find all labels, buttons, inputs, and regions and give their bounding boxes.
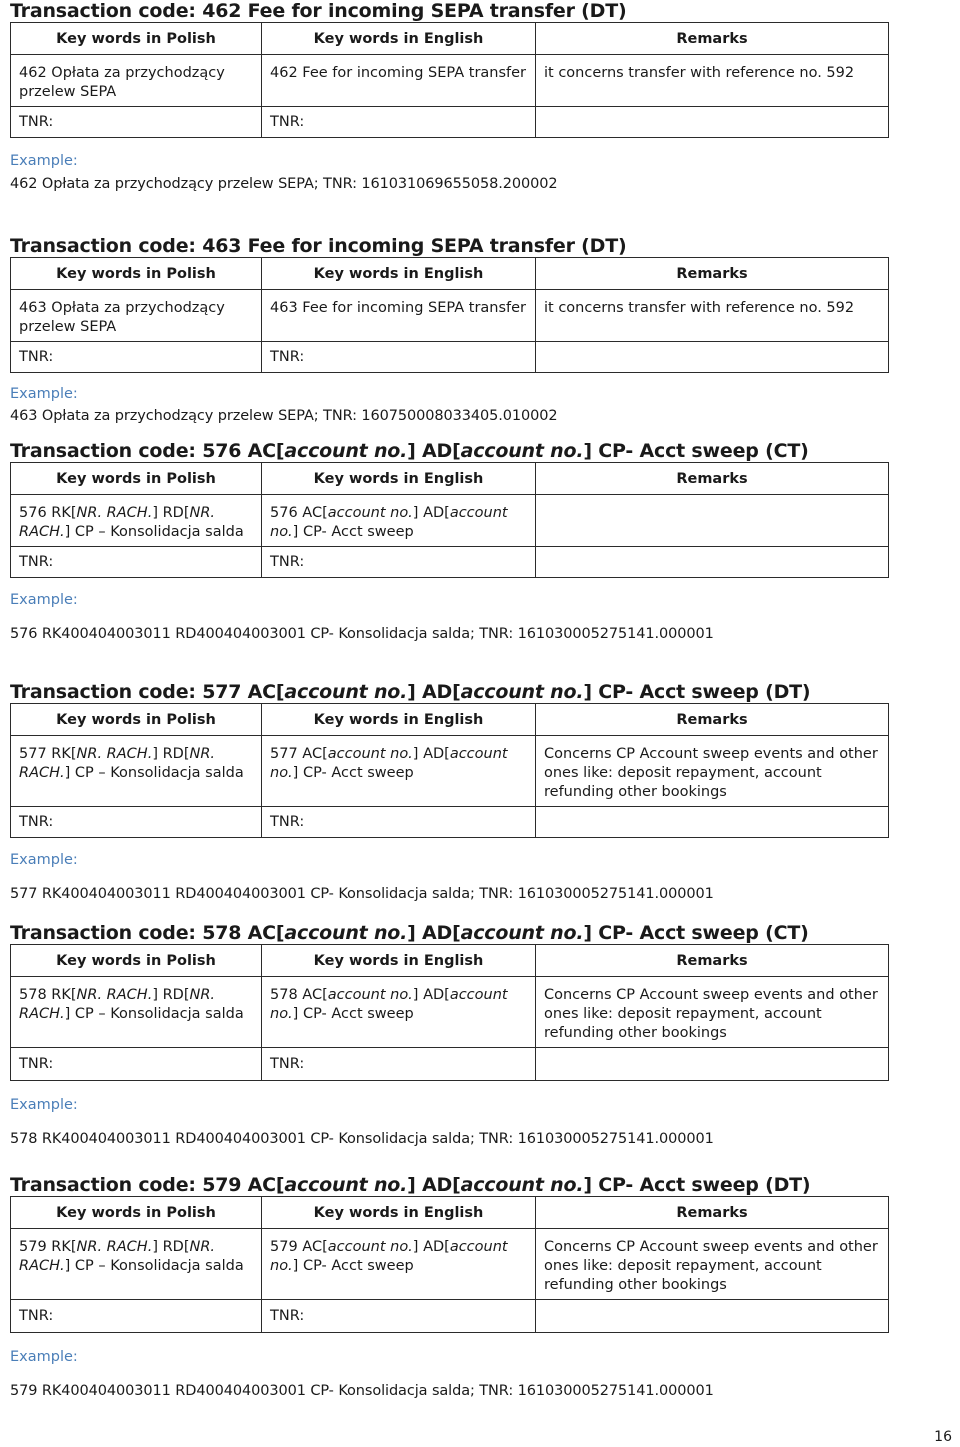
polish-keyword: 462 Opłata za przychodzący przelew SEPA bbox=[11, 55, 262, 107]
title-code: Transaction code: 576 AC[ bbox=[10, 440, 285, 462]
title-tail: ] CP- Acct sweep (DT) bbox=[583, 1174, 811, 1196]
remarks-cell bbox=[536, 495, 889, 547]
example-label: Example: bbox=[10, 852, 78, 868]
tnr-row bbox=[11, 1048, 889, 1081]
header-polish: Key words in Polish bbox=[11, 704, 262, 736]
header-remarks: Remarks bbox=[536, 1197, 889, 1229]
tnr-remarks bbox=[536, 1048, 889, 1081]
example-text: 579 RK400404003011 RD400404003001 CP- Konsolidacja salda; TNR: 161030005275141.000001 bbox=[10, 1383, 714, 1399]
tnr-remarks bbox=[536, 342, 889, 373]
section-576 bbox=[10, 440, 888, 644]
english-account-2: account no. bbox=[270, 987, 508, 1022]
title-ad: ] AD[ bbox=[407, 922, 461, 944]
english-keyword: 579 AC[account no.] AD[account no.] CP- Acct sweep bbox=[262, 1229, 536, 1300]
header-english: Key words in English bbox=[262, 945, 536, 977]
header-polish: Key words in Polish bbox=[11, 945, 262, 977]
polish-rd: ] RD[ bbox=[152, 746, 190, 762]
tnr-english: TNR: bbox=[262, 1048, 536, 1081]
polish-keyword: 578 RK[NR. RACH.] RD[NR. RACH.] CP – Konsolidacja salda bbox=[11, 977, 262, 1048]
title-ad: ] AD[ bbox=[407, 440, 461, 462]
header-english: Key words in English bbox=[262, 23, 536, 55]
keywords-table bbox=[10, 22, 889, 138]
example-text: 578 RK400404003011 RD400404003001 CP- Konsolidacja salda; TNR: 161030005275141.000001 bbox=[10, 1131, 714, 1147]
polish-nr-rach-2: NR. RACH. bbox=[19, 987, 216, 1022]
polish-nr-rach-2: NR. RACH. bbox=[19, 505, 216, 540]
example-text: 463 Opłata za przychodzący przelew SEPA; TNR: 160750008033405.010002 bbox=[10, 408, 558, 424]
example-label: Example: bbox=[10, 592, 78, 608]
english-account-1: account no. bbox=[327, 505, 413, 521]
example-label: Example: bbox=[10, 386, 78, 402]
tnr-english: TNR: bbox=[262, 1300, 536, 1333]
tnr-polish: TNR: bbox=[11, 807, 262, 838]
title-account-2: account no. bbox=[460, 922, 584, 944]
header-remarks: Remarks bbox=[536, 463, 889, 495]
tnr-english: TNR: bbox=[262, 342, 536, 373]
english-keyword: 462 Fee for incoming SEPA transfer bbox=[262, 55, 536, 107]
tnr-row bbox=[11, 547, 889, 578]
tnr-remarks bbox=[536, 547, 889, 578]
english-ad: ] AD[ bbox=[412, 1239, 450, 1255]
english-tail: ] CP- Acct sweep bbox=[292, 1006, 414, 1022]
english-account-2: account no. bbox=[270, 505, 508, 540]
table-header-row bbox=[11, 704, 889, 736]
keywords-table bbox=[10, 462, 889, 578]
polish-keyword: 579 RK[NR. RACH.] RD[NR. RACH.] CP – Konsolidacja salda bbox=[11, 1229, 262, 1300]
title-ad: ] AD[ bbox=[407, 681, 461, 703]
english-account-1: account no. bbox=[327, 1239, 413, 1255]
title-account-2: account no. bbox=[460, 440, 584, 462]
title-account-1: account no. bbox=[284, 440, 408, 462]
header-remarks: Remarks bbox=[536, 704, 889, 736]
title-code: Transaction code: 579 AC[ bbox=[10, 1174, 285, 1196]
title-tail: ] CP- Acct sweep (CT) bbox=[583, 922, 809, 944]
english-account-1: account no. bbox=[327, 746, 413, 762]
english-account-1: account no. bbox=[327, 987, 413, 1003]
table-header-row bbox=[11, 463, 889, 495]
section-title bbox=[10, 922, 888, 944]
polish-rd: ] RD[ bbox=[152, 1239, 190, 1255]
header-english: Key words in English bbox=[262, 1197, 536, 1229]
english-ad: ] AD[ bbox=[412, 505, 450, 521]
example-text: 577 RK400404003011 RD400404003001 CP- Konsolidacja salda; TNR: 161030005275141.000001 bbox=[10, 886, 714, 902]
title-code: Transaction code: 577 AC[ bbox=[10, 681, 285, 703]
table-row bbox=[11, 290, 889, 342]
section-title bbox=[10, 1174, 888, 1196]
tnr-remarks bbox=[536, 107, 889, 138]
polish-rd: ] RD[ bbox=[152, 505, 190, 521]
header-english: Key words in English bbox=[262, 704, 536, 736]
title-account-1: account no. bbox=[284, 681, 408, 703]
table-row bbox=[11, 736, 889, 807]
remarks-cell: it concerns transfer with reference no. 592 bbox=[536, 290, 889, 342]
polish-code: 577 RK bbox=[19, 746, 71, 762]
title-account-2: account no. bbox=[460, 1174, 584, 1196]
tnr-row bbox=[11, 342, 889, 373]
tnr-polish: TNR: bbox=[11, 1300, 262, 1333]
section-title: Transaction code: 462 Fee for incoming SEPA transfer (DT) bbox=[10, 0, 627, 22]
tnr-polish: TNR: bbox=[11, 1048, 262, 1081]
title-tail: ] CP- Acct sweep (CT) bbox=[583, 440, 809, 462]
example-text: 576 RK400404003011 RD400404003001 CP- Konsolidacja salda; TNR: 161030005275141.000001 bbox=[10, 626, 714, 642]
header-remarks: Remarks bbox=[536, 945, 889, 977]
english-tail: ] CP- Acct sweep bbox=[292, 1258, 414, 1274]
header-polish: Key words in Polish bbox=[11, 258, 262, 290]
title-account-1: account no. bbox=[284, 922, 408, 944]
english-keyword: 463 Fee for incoming SEPA transfer bbox=[262, 290, 536, 342]
title-tail: ] CP- Acct sweep (DT) bbox=[583, 681, 811, 703]
english-code: 576 AC bbox=[270, 505, 323, 521]
polish-code: 576 RK bbox=[19, 505, 71, 521]
english-ad: ] AD[ bbox=[412, 746, 450, 762]
polish-nr-rach-1: NR. RACH. bbox=[76, 1239, 153, 1255]
english-tail: ] CP- Acct sweep bbox=[292, 765, 414, 781]
polish-nr-rach-1: NR. RACH. bbox=[76, 746, 153, 762]
header-polish: Key words in Polish bbox=[11, 23, 262, 55]
section-577 bbox=[10, 681, 888, 904]
header-english: Key words in English bbox=[262, 258, 536, 290]
section-578 bbox=[10, 922, 888, 1149]
polish-keyword: 576 RK[NR. RACH.] RD[NR. RACH.] CP – Konsolidacja salda bbox=[11, 495, 262, 547]
title-code: Transaction code: 578 AC[ bbox=[10, 922, 285, 944]
title-account-1: account no. bbox=[284, 1174, 408, 1196]
table-header-row bbox=[11, 258, 889, 290]
english-keyword: 577 AC[account no.] AD[account no.] CP- Acct sweep bbox=[262, 736, 536, 807]
polish-nr-rach-2: NR. RACH. bbox=[19, 746, 216, 781]
keywords-table bbox=[10, 1196, 889, 1333]
polish-keyword: 577 RK[NR. RACH.] RD[NR. RACH.] CP – Konsolidacja salda bbox=[11, 736, 262, 807]
polish-keyword: 463 Opłata za przychodzący przelew SEPA bbox=[11, 290, 262, 342]
tnr-polish: TNR: bbox=[11, 547, 262, 578]
tnr-english: TNR: bbox=[262, 107, 536, 138]
table-row bbox=[11, 1229, 889, 1300]
header-remarks: Remarks bbox=[536, 23, 889, 55]
polish-nr-rach-1: NR. RACH. bbox=[76, 505, 153, 521]
polish-code: 578 RK bbox=[19, 987, 71, 1003]
polish-nr-rach-1: NR. RACH. bbox=[76, 987, 153, 1003]
keywords-table bbox=[10, 257, 889, 373]
tnr-row bbox=[11, 807, 889, 838]
polish-tail: ] CP – Konsolidacja salda bbox=[64, 524, 244, 540]
header-polish: Key words in Polish bbox=[11, 463, 262, 495]
header-remarks: Remarks bbox=[536, 258, 889, 290]
section-title bbox=[10, 681, 888, 703]
example-label: Example: bbox=[10, 1349, 78, 1365]
polish-tail: ] CP – Konsolidacja salda bbox=[64, 765, 244, 781]
table-header-row bbox=[11, 945, 889, 977]
tnr-remarks bbox=[536, 1300, 889, 1333]
remarks-cell: it concerns transfer with reference no. 592 bbox=[536, 55, 889, 107]
english-keyword: 578 AC[account no.] AD[account no.] CP- Acct sweep bbox=[262, 977, 536, 1048]
english-account-2: account no. bbox=[270, 1239, 508, 1274]
english-ad: ] AD[ bbox=[412, 987, 450, 1003]
polish-code: 579 RK bbox=[19, 1239, 71, 1255]
polish-rd: ] RD[ bbox=[152, 987, 190, 1003]
tnr-english: TNR: bbox=[262, 807, 536, 838]
polish-tail: ] CP – Konsolidacja salda bbox=[64, 1258, 244, 1274]
tnr-remarks bbox=[536, 807, 889, 838]
remarks-cell: Concerns CP Account sweep events and other ones like: deposit repayment, account refunding other bookings bbox=[536, 977, 889, 1048]
remarks-cell: Concerns CP Account sweep events and other ones like: deposit repayment, account refunding other bookings bbox=[536, 1229, 889, 1300]
tnr-row bbox=[11, 1300, 889, 1333]
table-header-row bbox=[11, 23, 889, 55]
header-polish: Key words in Polish bbox=[11, 1197, 262, 1229]
table-row bbox=[11, 977, 889, 1048]
example-label: Example: bbox=[10, 1097, 78, 1113]
polish-nr-rach-2: NR. RACH. bbox=[19, 1239, 216, 1274]
section-title: Transaction code: 463 Fee for incoming SEPA transfer (DT) bbox=[10, 235, 627, 257]
tnr-row bbox=[11, 107, 889, 138]
english-account-2: account no. bbox=[270, 746, 508, 781]
section-462 bbox=[10, 0, 888, 194]
header-english: Key words in English bbox=[262, 463, 536, 495]
english-tail: ] CP- Acct sweep bbox=[292, 524, 414, 540]
english-code: 577 AC bbox=[270, 746, 323, 762]
table-row bbox=[11, 495, 889, 547]
section-title bbox=[10, 440, 888, 462]
table-row bbox=[11, 55, 889, 107]
section-463 bbox=[10, 235, 888, 426]
english-keyword: 576 AC[account no.] AD[account no.] CP- Acct sweep bbox=[262, 495, 536, 547]
title-ad: ] AD[ bbox=[407, 1174, 461, 1196]
section-579 bbox=[10, 1174, 888, 1401]
polish-tail: ] CP – Konsolidacja salda bbox=[64, 1006, 244, 1022]
example-text: 462 Opłata za przychodzący przelew SEPA; TNR: 161031069655058.200002 bbox=[10, 176, 558, 192]
tnr-polish: TNR: bbox=[11, 107, 262, 138]
english-code: 578 AC bbox=[270, 987, 323, 1003]
table-header-row bbox=[11, 1197, 889, 1229]
tnr-english: TNR: bbox=[262, 547, 536, 578]
example-label: Example: bbox=[10, 153, 78, 169]
english-code: 579 AC bbox=[270, 1239, 323, 1255]
keywords-table bbox=[10, 703, 889, 838]
page-number: 16 bbox=[934, 1429, 952, 1445]
tnr-polish: TNR: bbox=[11, 342, 262, 373]
remarks-cell: Concerns CP Account sweep events and other ones like: deposit repayment, account refunding other bookings bbox=[536, 736, 889, 807]
keywords-table bbox=[10, 944, 889, 1081]
title-account-2: account no. bbox=[460, 681, 584, 703]
